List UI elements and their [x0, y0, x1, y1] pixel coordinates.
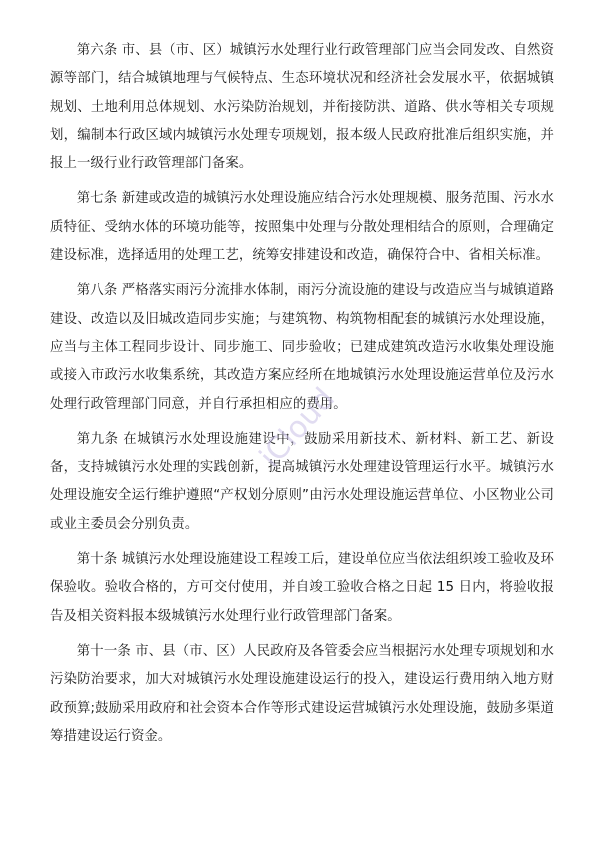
article-6: [50, 37, 554, 178]
article-11: [50, 638, 554, 751]
article-9-text: 在城镇污水处理设施建设中，鼓励采用新技术、新材料、新工艺、新设备，支持城镇污水处理的实践创新，提高城镇污水处理建设管理运行水平。城镇污水处理设施安全运行维护遵照“产权划分原则”由污水处理设施运营单位、小区物业公司或业主委员会分别负责。: [50, 431, 554, 532]
article-6-text: 市、县（市、区）城镇污水处理行业行政管理部门应当会同发改、自然资源等部门，结合城镇地理与气候特点、生态环境状况和经济社会发展水平，依据城镇规划、土地利用总体规划、水污染防治规划，并衔接防洪、道路、供水等相关专项规划，编制本行政区域内城镇污水处理专项规划，报本级人民政府批准后组织实施，并报上一级行业行政管理部门备案。: [50, 43, 554, 172]
article-11-text: 市、县（市、区）人民政府及各管委会应当根据污水处理专项规划和水污染防治要求，加大对城镇污水处理设施建设运行的投入，建设运行费用纳入地方财政预算;鼓励采用政府和社会资本合作等形式建设运营城镇污水处理设施，鼓励多渠道筹措建设运行资金。: [50, 643, 554, 744]
article-10: [50, 546, 554, 631]
article-7: [50, 185, 554, 270]
article-8: [50, 277, 554, 418]
article-10-text: 城镇污水处理设施建设工程竣工后，建设单位应当依法组织竣工验收及环保验收。验收合格的，方可交付使用，并自竣工验收合格之日起 15 日内，将验收报告及相关资料报本级城镇污水处理行业行政管理部门备案。: [50, 552, 554, 624]
article-7-label: 第七条: [76, 191, 118, 207]
article-9-label: 第九条: [76, 431, 119, 447]
article-11-label: 第十一条: [76, 643, 131, 659]
article-10-label: 第十条: [76, 552, 118, 568]
watermark: iCloud: [252, 381, 342, 475]
article-9: [50, 426, 554, 539]
article-6-label: 第六条: [76, 43, 118, 58]
article-8-label: 第八条: [76, 283, 118, 299]
article-8-text: 严格落实雨污分流排水体制，雨污分流设施的建设与改造应当与城镇道路建设、改造以及旧城改造同步实施；与建筑物、构筑物相配套的城镇污水处理设施，应当与主体工程同步设计、同步施工、同步验收；已建成建筑改造污水收集处理设施或接入市政污水收集系统，其改造方案应经所在地城镇污水处理设施运营单位及污水处理行政管理部门同意，并自行承担相应的费用。: [50, 283, 554, 412]
article-7-text: 新建或改造的城镇污水处理设施应结合污水处理规模、服务范围、污水水质特征、受纳水体的环境功能等，按照集中处理与分散处理相结合的原则，合理确定建设标准，选择适用的处理工艺，统筹安排建设和改造，确保符合中、省相关标准。: [50, 191, 554, 264]
